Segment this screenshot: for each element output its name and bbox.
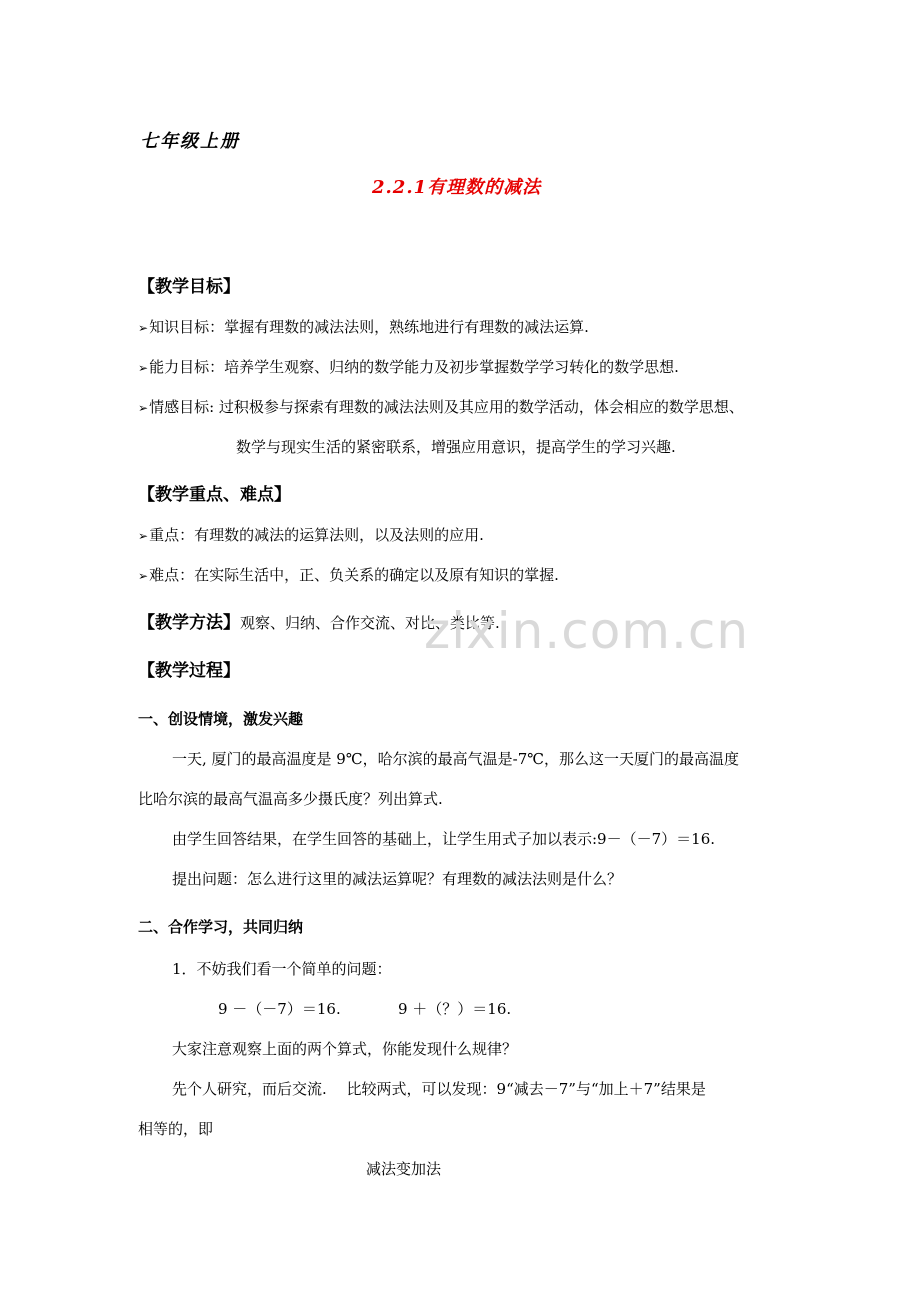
process-heading: 【教学过程】 [138,661,240,681]
methods-text: 观察、归纳、合作交流、对比、类比等. [240,614,500,632]
objectives-heading: 【教学目标】 [138,277,240,297]
objective-emotion-text: 情感目标: 过积极参与探索有理数的减法法则及其应用的数学活动，体会相应的数学思想、 [149,398,744,416]
key-point-difficulty [138,564,559,585]
objective-ability [138,356,679,377]
objective-emotion-continuation: 数学与现实生活的紧密联系，增强应用意识，提高学生的学习兴趣. [236,438,676,456]
key-points-heading: 【教学重点、难点】 [138,485,291,505]
methods-heading: 【教学方法】 [138,613,240,633]
part1-line4: 提出问题：怎么进行这里的减法运算呢？有理数的减法法则是什么？ [172,870,623,888]
part2-heading: 二、合作学习，共同归纳 [138,918,304,936]
part2-line4: 相等的，即 [138,1120,214,1138]
key-point-difficulty-text: 难点：在实际生活中，正、负关系的确定以及原有知识的掌握. [149,566,559,584]
objective-knowledge [138,316,589,337]
part1-line3: 由学生回答结果，在学生回答的基础上，让学生用式子加以表示:9－（－7）＝16. [172,830,715,848]
equation-addition: 9 ＋（？）＝16. [398,1000,512,1018]
objective-emotion [138,396,744,417]
bullet-arrow-icon: ➢ [138,529,149,543]
equation-subtraction: 9 －（－7）＝16. [218,1000,341,1018]
part2-line3: 先个人研究，而后交流. 比较两式，可以发现：9“减去－7”与“加上＋7”结果是 [172,1080,706,1098]
part1-heading: 一、创设情境，激发兴趣 [138,710,304,728]
part1-line1: 一天, 厦门的最高温度是 9℃，哈尔滨的最高气温是-7℃，那么这一天厦门的最高温度 [172,750,740,768]
subtraction-to-addition-label: 减法变加法 [366,1160,442,1178]
key-point-focus [138,524,484,545]
objective-knowledge-text: 知识目标：掌握有理数的减法法则，熟练地进行有理数的减法运算. [149,318,589,336]
bullet-arrow-icon: ➢ [138,361,149,375]
watermark: zixin.com.cn [424,602,750,660]
part1-line2: 比哈尔滨的最高气温高多少摄氏度？列出算式. [138,790,443,808]
bullet-arrow-icon: ➢ [138,569,149,583]
grade-label: 七年级上册 [140,131,240,152]
key-point-focus-text: 重点：有理数的减法的运算法则，以及法则的应用. [149,526,484,544]
part2-line2: 大家注意观察上面的两个算式，你能发现什么规律？ [172,1040,518,1058]
bullet-arrow-icon: ➢ [138,321,149,335]
part2-line1: 1．不妨我们看一个简单的问题： [172,960,392,978]
bullet-arrow-icon: ➢ [138,401,149,415]
lesson-title: 2.2.1有理数的减法 [372,177,542,198]
objective-ability-text: 能力目标：培养学生观察、归纳的数学能力及初步掌握数学学习转化的数学思想. [149,358,679,376]
